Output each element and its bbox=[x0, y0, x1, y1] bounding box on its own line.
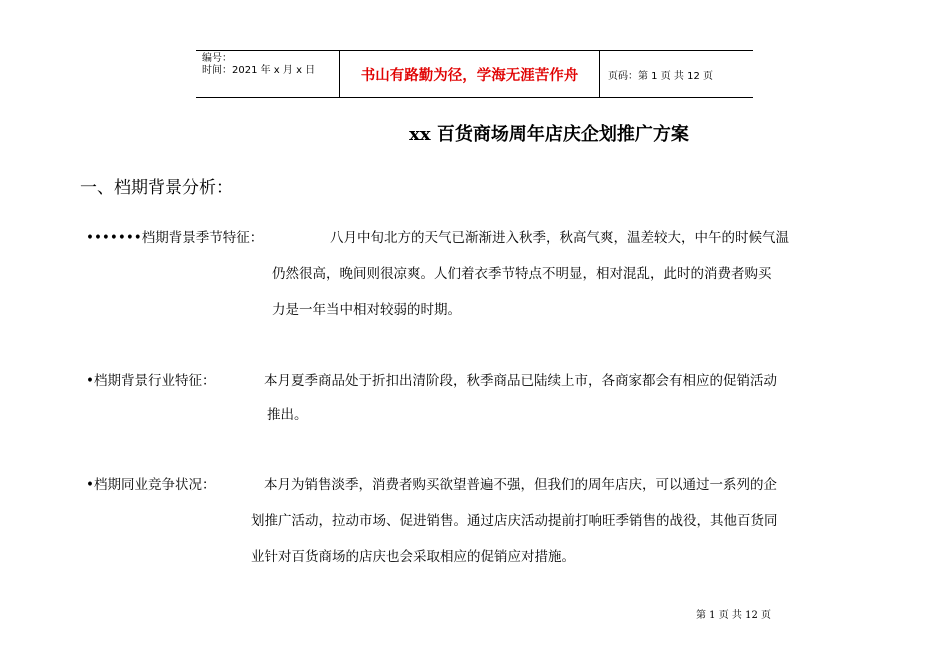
item-label-competition: •档期同业竞争状况： bbox=[86, 477, 216, 493]
item-text-industry-line2: 推出。 bbox=[267, 407, 308, 423]
header-page-label: 页码：第 1 页 共 12 页 bbox=[608, 70, 713, 82]
document-time-label: 时间：2021 年 x 月 x 日 bbox=[202, 65, 316, 76]
item-text-competition-line1: 本月为销售淡季，消费者购买欲望普遍不强，但我们的周年店庆，可以通过一系列的企 bbox=[264, 477, 777, 493]
item-text-season-line1: 八月中旬北方的天气已渐渐进入秋季，秋高气爽，温差较大，中午的时候气温 bbox=[330, 230, 789, 246]
document-number-label: 编号： bbox=[202, 53, 232, 64]
document-title: xx 百货商场周年店庆企划推广方案 bbox=[409, 124, 689, 145]
item-label-season: •••••••档期背景季节特征： bbox=[86, 230, 264, 246]
item-label-industry: •档期背景行业特征： bbox=[86, 373, 216, 389]
header-meta-cell bbox=[196, 51, 339, 97]
header-motto-cell bbox=[339, 51, 600, 97]
item-text-industry-line1: 本月夏季商品处于折扣出清阶段，秋季商品已陆续上市，各商家都会有相应的促销活动 bbox=[264, 373, 777, 389]
header-page-cell bbox=[600, 51, 753, 97]
document-header-table bbox=[196, 50, 753, 98]
header-motto: 书山有路勤为径，学海无涯苦作舟 bbox=[360, 67, 579, 84]
item-text-season-line3: 力是一年当中相对较弱的时期。 bbox=[272, 302, 461, 318]
item-text-competition-line3: 业针对百货商场的店庆也会采取相应的促销应对措施。 bbox=[251, 549, 575, 565]
section-heading: 一、档期背景分析： bbox=[80, 178, 233, 198]
item-text-season-line2: 仍然很高，晚间则很凉爽。人们着衣季节特点不明显，相对混乱，此时的消费者购买 bbox=[272, 266, 772, 282]
page-footer: 第 1 页 共 12 页 bbox=[696, 610, 771, 621]
item-text-competition-line2: 划推广活动，拉动市场、促进销售。通过店庆活动提前打响旺季销售的战役，其他百货同 bbox=[251, 513, 778, 529]
